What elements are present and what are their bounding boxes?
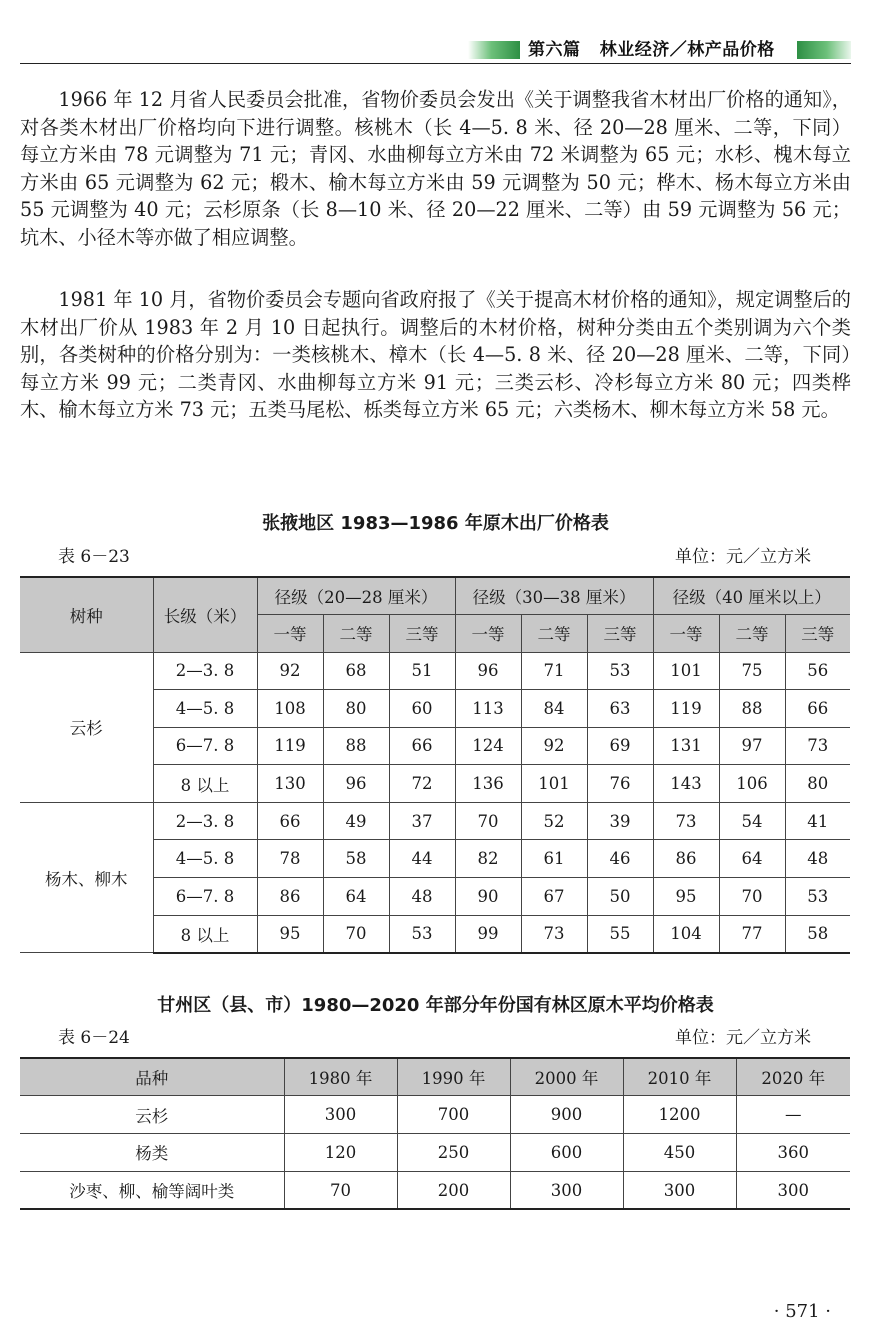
price-cell: 200 [397, 1171, 510, 1209]
price-cell: 70 [284, 1171, 397, 1209]
header-grade: 二等 [719, 615, 785, 653]
price-cell: 66 [785, 690, 850, 728]
price-cell: 82 [455, 840, 521, 878]
price-cell: 119 [257, 727, 323, 765]
price-cell: 41 [785, 802, 850, 840]
header-title [528, 38, 775, 62]
table-row [20, 802, 850, 840]
price-cell: 73 [653, 802, 719, 840]
price-cell: 52 [521, 802, 587, 840]
price-cell: 68 [323, 652, 389, 690]
header-length: 长级（米） [153, 577, 257, 652]
price-cell: 39 [587, 802, 653, 840]
price-cell: 300 [284, 1096, 397, 1134]
price-cell: 130 [257, 765, 323, 803]
header-diameter-40-plus: 径级（40 厘米以上） [653, 577, 850, 615]
price-cell: 51 [389, 652, 455, 690]
price-cell: 92 [257, 652, 323, 690]
paragraph-1981: 1981 年 10 月，省物价委员会专题向省政府报了《关于提高木材价格的通知》，规定调整后的木材出厂价从 1983 年 2 月 10 日起执行。调整后的木材价格，树种分类由五个类别调为六个类别，各类树种的价格分别为：一类核桃木、樟木（长 4—5. 8 米、径 20—28 厘米、二等，下同）每立方米 99 元；二类青冈、水曲柳每立方米 91 元；三类云杉、冷杉每立方米 80 元；四类桦木、榆木每立方米 73 元；五类马尾松、栎类每立方米 65 元；六类杨木、柳木每立方米 58 元。 [20, 288, 851, 421]
price-cell: 48 [785, 840, 850, 878]
price-cell: 49 [323, 802, 389, 840]
column-header: 2010 年 [623, 1058, 736, 1096]
header-species: 树种 [20, 577, 153, 652]
price-cell: 71 [521, 652, 587, 690]
length-cell: 6—7. 8 [153, 727, 257, 765]
price-cell: 300 [510, 1171, 623, 1209]
price-cell: 70 [323, 915, 389, 953]
length-cell: 2—3. 8 [153, 802, 257, 840]
price-cell: 48 [389, 878, 455, 916]
price-cell: 63 [587, 690, 653, 728]
header-grade: 一等 [257, 615, 323, 653]
price-table-1983-1986 [20, 576, 850, 954]
price-cell: 80 [323, 690, 389, 728]
header-decor-bar-left [468, 41, 520, 59]
price-cell: 136 [455, 765, 521, 803]
price-cell: 120 [284, 1134, 397, 1172]
price-cell: 69 [587, 727, 653, 765]
price-cell: 95 [653, 878, 719, 916]
species-cell: 杨木、柳木 [20, 802, 153, 952]
price-cell: 37 [389, 802, 455, 840]
price-cell: 97 [719, 727, 785, 765]
price-cell: 80 [785, 765, 850, 803]
price-cell: 104 [653, 915, 719, 953]
length-cell: 2—3. 8 [153, 652, 257, 690]
price-cell: 88 [719, 690, 785, 728]
table-row [20, 1096, 850, 1134]
price-cell: 53 [389, 915, 455, 953]
price-cell: 92 [521, 727, 587, 765]
price-cell: 64 [323, 878, 389, 916]
price-cell: 86 [257, 878, 323, 916]
price-cell: 900 [510, 1096, 623, 1134]
price-cell: 106 [719, 765, 785, 803]
price-cell: 55 [587, 915, 653, 953]
column-header: 品种 [20, 1058, 284, 1096]
price-cell: — [736, 1096, 850, 1134]
price-cell: 84 [521, 690, 587, 728]
header-grade: 一等 [653, 615, 719, 653]
header-section: 第六篇 [528, 40, 581, 60]
header-grade: 三等 [389, 615, 455, 653]
price-cell: 70 [719, 878, 785, 916]
price-cell: 101 [653, 652, 719, 690]
price-cell: 73 [521, 915, 587, 953]
price-cell: 96 [323, 765, 389, 803]
header-diameter-20-28: 径级（20—28 厘米） [257, 577, 455, 615]
price-cell: 360 [736, 1134, 850, 1172]
price-cell: 113 [455, 690, 521, 728]
price-cell: 101 [521, 765, 587, 803]
header-diameter-30-38: 径级（30—38 厘米） [455, 577, 653, 615]
table1-unit: 单位：元／立方米 [675, 547, 811, 567]
length-cell: 8 以上 [153, 765, 257, 803]
table2-unit: 单位：元／立方米 [675, 1028, 811, 1048]
table-row [20, 652, 850, 690]
header-chapter: 林业经济／林产品价格 [599, 40, 775, 60]
price-cell: 143 [653, 765, 719, 803]
price-cell: 76 [587, 765, 653, 803]
header-grade: 三等 [785, 615, 850, 653]
price-cell: 108 [257, 690, 323, 728]
price-cell: 46 [587, 840, 653, 878]
page-number: · 571 · [773, 1301, 831, 1322]
price-cell: 86 [653, 840, 719, 878]
length-cell: 8 以上 [153, 915, 257, 953]
price-cell: 58 [785, 915, 850, 953]
price-cell: 54 [719, 802, 785, 840]
variety-cell: 杨类 [20, 1134, 284, 1172]
price-cell: 53 [587, 652, 653, 690]
header-grade: 一等 [455, 615, 521, 653]
column-header: 2000 年 [510, 1058, 623, 1096]
species-cell: 云杉 [20, 652, 153, 802]
length-cell: 4—5. 8 [153, 840, 257, 878]
price-cell: 58 [323, 840, 389, 878]
header-grade: 二等 [323, 615, 389, 653]
price-cell: 61 [521, 840, 587, 878]
variety-cell: 沙枣、柳、榆等阔叶类 [20, 1171, 284, 1209]
price-cell: 77 [719, 915, 785, 953]
price-cell: 131 [653, 727, 719, 765]
header-grade: 三等 [587, 615, 653, 653]
price-cell: 600 [510, 1134, 623, 1172]
price-cell: 119 [653, 690, 719, 728]
price-cell: 78 [257, 840, 323, 878]
column-header: 2020 年 [736, 1058, 850, 1096]
price-cell: 70 [455, 802, 521, 840]
table2-number: 表 6－24 [58, 1028, 130, 1048]
price-cell: 73 [785, 727, 850, 765]
column-header: 1980 年 [284, 1058, 397, 1096]
price-cell: 95 [257, 915, 323, 953]
table1-title: 张掖地区 1983—1986 年原木出厂价格表 [262, 513, 609, 534]
price-cell: 56 [785, 652, 850, 690]
price-cell: 99 [455, 915, 521, 953]
price-cell: 300 [736, 1171, 850, 1209]
price-cell: 60 [389, 690, 455, 728]
length-cell: 4—5. 8 [153, 690, 257, 728]
table2-title: 甘州区（县、市）1980—2020 年部分年份国有林区原木平均价格表 [157, 995, 714, 1016]
price-cell: 96 [455, 652, 521, 690]
header-decor-bar-right [797, 41, 851, 59]
price-cell: 300 [623, 1171, 736, 1209]
price-cell: 90 [455, 878, 521, 916]
price-cell: 1200 [623, 1096, 736, 1134]
header-grade: 二等 [521, 615, 587, 653]
table1-number: 表 6－23 [58, 547, 130, 567]
price-cell: 64 [719, 840, 785, 878]
price-cell: 450 [623, 1134, 736, 1172]
average-price-table-1980-2020 [20, 1057, 850, 1210]
header-rule [20, 63, 851, 64]
paragraph-1966: 1966 年 12 月省人民委员会批准，省物价委员会发出《关于调整我省木材出厂价格的通知》，对各类木材出厂价格均向下进行调整。核桃木（长 4—5. 8 米、径 20—28 厘米、二等，下同）每立方米由 78 元调整为 71 元；青冈、水曲柳每立方米由 72 米调整为 65 元；水杉、槐木每立方米由 65 元调整为 62 元；椴木、榆木每立方米由 59 元调整为 50 元；桦木、杨木每立方米由 55 元调整为 40 元；云杉原条（长 8—10 米、径 20—22 厘米、二等）由 59 元调整为 56 元；坑木、小径木等亦做了相应调整。 [20, 88, 851, 249]
table-row [20, 1171, 850, 1209]
price-cell: 66 [389, 727, 455, 765]
length-cell: 6—7. 8 [153, 878, 257, 916]
price-cell: 44 [389, 840, 455, 878]
price-cell: 700 [397, 1096, 510, 1134]
price-cell: 50 [587, 878, 653, 916]
price-cell: 88 [323, 727, 389, 765]
price-cell: 75 [719, 652, 785, 690]
price-cell: 67 [521, 878, 587, 916]
table-row [20, 1134, 850, 1172]
price-cell: 250 [397, 1134, 510, 1172]
column-header: 1990 年 [397, 1058, 510, 1096]
running-header [0, 38, 871, 64]
price-cell: 66 [257, 802, 323, 840]
price-cell: 124 [455, 727, 521, 765]
price-cell: 53 [785, 878, 850, 916]
price-cell: 72 [389, 765, 455, 803]
variety-cell: 云杉 [20, 1096, 284, 1134]
